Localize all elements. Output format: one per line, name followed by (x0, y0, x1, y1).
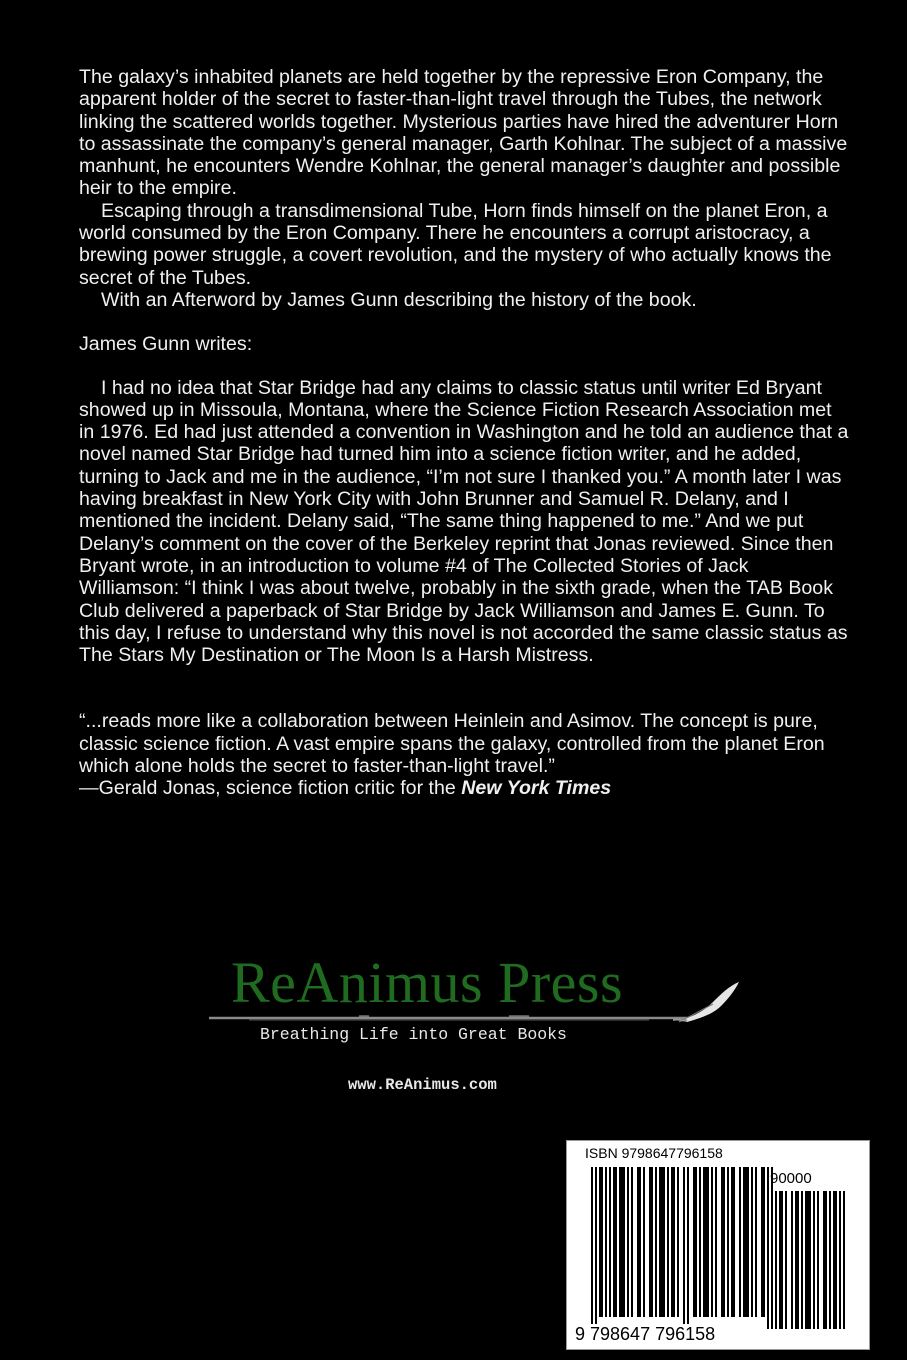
publisher-name: ReAnimus Press (231, 950, 624, 1015)
publisher-tagline: Breathing Life into Great Books (260, 1025, 567, 1044)
afterword-body: I had no idea that Star Bridge had any claims to classic status until writer Ed Bryant showed up in Missoula, Montana, where the Science Fiction Research Association met in 1976. Ed had just attended a convention in Washington and he told an audience that a novel named Star Bridge had turned him into a science fiction writer, and he added, turning to Jack and me in the audience, “I’m not sure I thanked you.” A month later I was having breakfast in New York City with John Brunner and Samuel R. Delany, and I mentioned the incident. Delany said, “The same thing happened to me.” And we put Delany’s comment on the cover of the Berkeley reprint that Jonas reviewed. Since then Bryant wrote, in an introduction to volume #4 of The Collected Stories of Jack Williamson: “I think I was about twelve, probably in the sixth grade, when the TAB Book Club delivered a paperback of Star Bridge by Jack Williamson and James E. Gunn. To this day, I refuse to understand why this novel is not accorded the same classic status as The Stars My Destination or The Moon Is a Harsh Mistress. (79, 376, 849, 667)
quill-icon (673, 976, 753, 1036)
addon-bars (775, 1191, 845, 1329)
review-publication: New York Times (461, 777, 612, 800)
synopsis-paragraph-3: With an Afterword by James Gunn describing the history of the book. (101, 288, 697, 311)
logo-rule (209, 1015, 694, 1023)
price-code: 90000 (770, 1170, 812, 1187)
cover-copy (79, 66, 849, 800)
review-critic: —Gerald Jonas, science fiction critic for the (79, 777, 462, 800)
ean13-bars (591, 1167, 773, 1329)
afterword-heading: James Gunn writes: (79, 333, 253, 356)
isbn-digits: 9 798647 796158 (575, 1324, 716, 1344)
review-quote: “...reads more like a collaboration between Heinlein and Asimov. The concept is pure, classic science fiction. A vast empire spans the galaxy, controlled from the planet Eron which alone holds the secret to faster-than-light travel.” (79, 710, 825, 778)
barcode-bars (567, 1141, 869, 1349)
synopsis-paragraph-1: The galaxy’s inhabited planets are held together by the repressive Eron Company, the apparent holder of the secret to faster-than-light travel through the Tubes, the network linking the scattered worlds together. Mysterious parties have hired the adventurer Horn to assassinate the company’s general manager, Garth Kohlnar. The subject of a massive manhunt, he encounters Wendre Kohlnar, the general manager’s daughter and possible heir to the empire. (79, 66, 848, 200)
publisher-logo (205, 948, 765, 1058)
publisher-website: www.ReAnimus.com (348, 1076, 497, 1094)
synopsis-paragraph-2: Escaping through a transdimensional Tube, Horn finds himself on the planet Eron, a world consumed by the Eron Company. There he encounters a corrupt aristocracy, a brewing power struggle, a covert revolution, and the mystery of who actually knows the secret of the Tubes. (79, 199, 832, 289)
isbn-barcode (566, 1140, 870, 1350)
review-attribution (79, 777, 849, 799)
isbn-label: ISBN 9798647796158 (585, 1145, 723, 1161)
